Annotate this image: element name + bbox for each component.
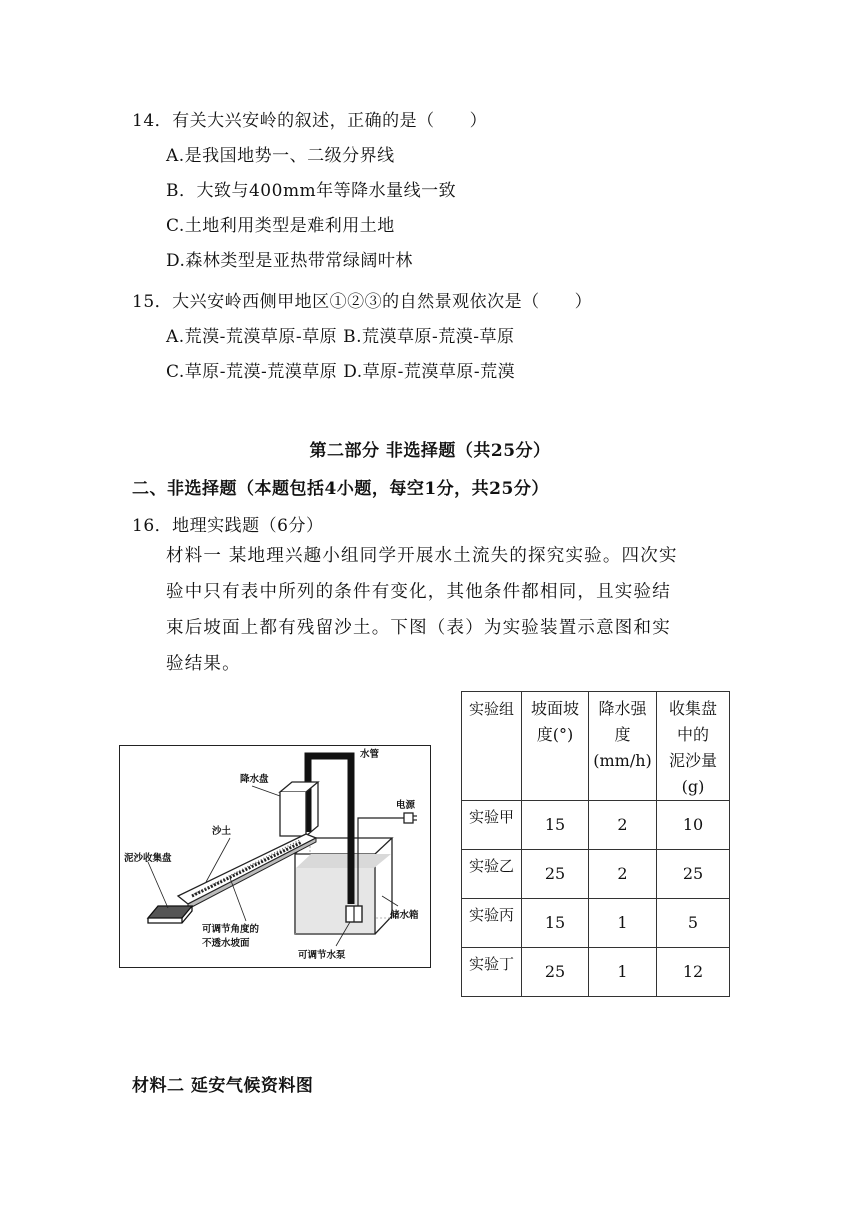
table-row — [462, 899, 730, 948]
material1-line-3: 束后坡面上都有残留沙土。下图（表）为实验装置示意图和实 — [166, 618, 671, 638]
table-cell: 5 — [657, 899, 730, 948]
table-cell: 15 — [522, 801, 589, 850]
header-text: 实验组 — [468, 700, 514, 718]
header-text: 泥沙量 — [668, 751, 717, 770]
table-cell: 实验丙 — [462, 899, 522, 948]
water-tank — [295, 838, 392, 934]
table-cell: 25 — [657, 850, 730, 899]
table-cell: 10 — [657, 801, 730, 850]
q15-options-ab: A.荒漠-荒漠草原-草原 B.荒漠草原-荒漠-草原 — [166, 327, 515, 347]
header-group — [462, 692, 522, 801]
header-text: 收集盘 — [668, 699, 717, 718]
header-slope — [522, 692, 589, 801]
label-water-pipe: 水管 — [360, 749, 380, 760]
material1-line-1: 材料一 某地理兴趣小组同学开展水土流失的探究实验。四次实 — [166, 546, 678, 566]
header-text: 中的 — [676, 725, 709, 744]
header-sediment — [657, 692, 730, 801]
table-cell: 15 — [522, 899, 589, 948]
material1-line-4: 验结果。 — [166, 654, 241, 674]
rain-tray — [280, 782, 318, 836]
header-text: 度(°) — [536, 725, 574, 744]
table-cell: 1 — [589, 899, 657, 948]
q14-stem: 14．有关大兴安岭的叙述，正确的是（ ） — [132, 111, 488, 131]
q15-stem: 15．大兴安岭西侧甲地区①②③的自然景观依次是（ ） — [132, 292, 593, 312]
q14-option-d: D.森林类型是亚热带常绿阔叶林 — [166, 251, 413, 271]
table-cell: 实验丁 — [462, 948, 522, 997]
table-header-row — [462, 692, 730, 801]
header-rain — [589, 692, 657, 801]
label-sediment-tray: 泥沙收集盘 — [124, 853, 172, 864]
table-cell: 2 — [589, 801, 657, 850]
label-sand: 沙土 — [212, 826, 232, 837]
header-text: (g) — [681, 777, 705, 796]
header-text: 降水强 — [598, 699, 647, 718]
sediment-collection-tray — [148, 906, 192, 923]
table-cell: 1 — [589, 948, 657, 997]
experiment-apparatus-diagram — [119, 745, 431, 968]
section-title: 二、非选择题（本题包括4小题，每空1分，共25分） — [132, 479, 549, 499]
experiment-results-table — [461, 691, 730, 997]
label-slope-line2: 不透水坡面 — [202, 938, 250, 949]
q14-option-a: A.是我国地势一、二级分界线 — [166, 146, 395, 166]
material2-title: 材料二 延安气候资料图 — [132, 1076, 314, 1096]
table-row — [462, 948, 730, 997]
table-cell: 实验乙 — [462, 850, 522, 899]
label-tank: 储水箱 — [390, 910, 419, 921]
table-cell: 25 — [522, 850, 589, 899]
header-text: 坡面坡 — [530, 699, 579, 718]
table-row — [462, 850, 730, 899]
q15-options-cd: C.草原-荒漠-荒漠草原 D.草原-荒漠草原-荒漠 — [166, 362, 516, 382]
part2-title: 第二部分 非选择题（共25分） — [309, 441, 551, 461]
q14-option-c: C.土地利用类型是难利用土地 — [166, 216, 395, 236]
table-cell: 25 — [522, 948, 589, 997]
label-pump: 可调节水泵 — [298, 950, 346, 961]
label-power: 电源 — [396, 800, 416, 811]
label-slope-line1: 可调节角度的 — [202, 924, 260, 935]
header-text: (mm/h) — [593, 751, 652, 770]
header-text: 度 — [614, 725, 631, 744]
pump-icon — [346, 906, 362, 922]
label-rain-tray: 降水盘 — [240, 774, 269, 785]
table-cell: 12 — [657, 948, 730, 997]
q16-stem: 16．地理实践题（6分） — [132, 516, 324, 536]
q14-option-b: B．大致与400mm年等降水量线一致 — [166, 181, 457, 201]
material1-line-2: 验中只有表中所列的条件有变化，其他条件都相同，且实验结 — [166, 582, 671, 602]
table-cell: 实验甲 — [462, 801, 522, 850]
table-cell: 2 — [589, 850, 657, 899]
table-row — [462, 801, 730, 850]
